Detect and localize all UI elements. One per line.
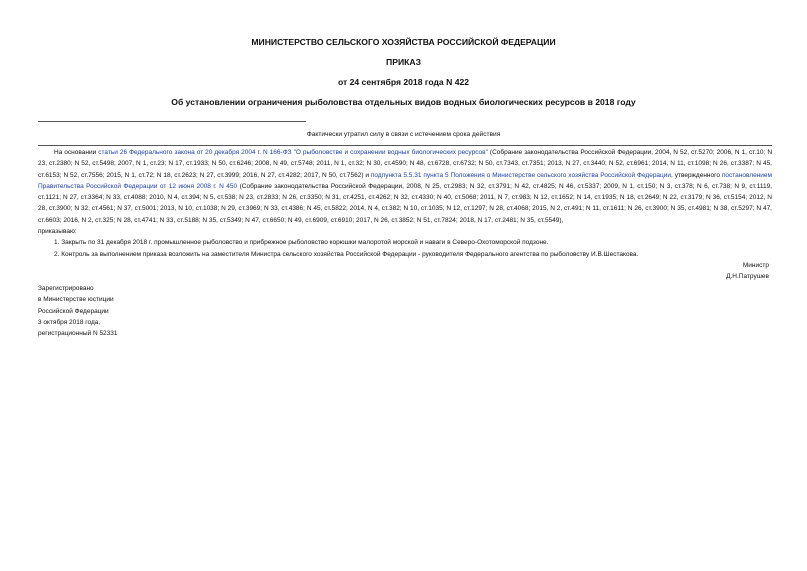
government-decree-link[interactable]: постановлением Правительства Российской Федерации от 12 июня 2008 г. N 450 (38, 171, 772, 190)
preamble-text-1: На основании (54, 149, 99, 156)
status-note: Фактически утратил силу в связи с истечением срока действия (306, 131, 501, 138)
registration-line-5: регистрационный N 52331 (38, 330, 118, 338)
registration-line-4: 3 октября 2018 года, (38, 318, 101, 326)
registration-line-3: Российской Федерации (38, 307, 109, 315)
order-item-1: 1. Закрыть по 31 декабря 2018 г. промышленное рыболовство и прибрежное рыболовство корюшки малоротой морской и наваги в Северо-Охотоморской подзоне. (54, 239, 549, 247)
registration-line-2: в Министерстве юстиции (38, 296, 114, 304)
long-divider (38, 145, 772, 146)
document-body (38, 147, 772, 260)
document-type: ПРИКАЗ (386, 57, 421, 67)
federal-law-link[interactable]: статьи 26 Федерального закона от 20 декабря 2004 г. N 166-ФЗ "О рыболовстве и сохранении водных биологических ресурсов" (98, 149, 488, 156)
document-date-number: от 24 сентября 2018 года N 422 (337, 77, 470, 87)
short-divider (38, 121, 306, 122)
ministry-regulation-link[interactable]: подпункта 5.5.31 пункта 5 Положения о Министерстве сельского хозяйства Российской Федерации (370, 171, 672, 179)
signature-name: Д.Н.Патрушев (726, 273, 769, 281)
order-word: приказываю: (38, 228, 77, 236)
registration-line-1: Зарегистрировано (38, 285, 94, 292)
ministry-title: МИНИСТЕРСТВО СЕЛЬСКОГО ХОЗЯЙСТВА РОССИЙСКОЙ ФЕДЕРАЦИИ (251, 37, 556, 47)
signature-title: Министр (742, 262, 769, 269)
document-subject: Об установлении ограничения рыболовства отдельных видов водных биологических ресурсов в 2018 году (171, 97, 636, 107)
preamble-text-3: , утвержденного (671, 171, 722, 179)
preamble-text-4: (Собрание законодательства Российской Федерации, 2008, N 25, ст.2983; N 32, ст.3791; N 42, ст.4825; N 46, ст.5337; 2009, N 1, ст.150; N 3, ст.378; N 6, ст.738; N 9, ст.1119, ст.1121; N 27, ст.3364; N 33, ст.4088; 2010, N 4, ст.394; N 5, ст.538; N 23, ст.2833; N 26, ст.3350; N 31, ст.4251, ст.4262; N 32, ст.4330; N 40, ст.5068; 2011, N 7, ст.983; N 12, ст.1652; N 14, ст.1935; N 18, ст.2649; N 22, ст.3179; N 36, ст.5154; 2012, N 28, ст.3900; N 32, ст.4561; N 37, ст.5001; 2013, N 10, ст.1038; N 29, ст.3969; N 33, ст.4386; N 45, ст.5822; 2014, N 4, ст.382; N 10, ст.1035; N 12, ст.1297; N 28, ст.4068; 2015, N 2, ст.491; N 11, ст.1611; N 26, ст.3900; N 35, ст.4981; N 38, ст.5297; N 47, ст.6603; 2016, N 2, ст.325; N 28, ст.4741; N 33, ст.5188; N 35, ст.5349; N 47, ст.6650; N 49, ст.6909, ст.6910; 2017, N 26, ст.3852; N 51, ст.7824; 2018, N 17, ст.2481; N 35, ст.5549), (38, 182, 772, 224)
registration-block (38, 283, 118, 339)
order-item-2: 2. Контроль за выполнением приказа возложить на заместителя Министра сельского хозяйства Российской Федерации - руководителя Федерального агентства по рыболовству И.В.Шестакова. (54, 250, 639, 258)
signature-block (726, 260, 769, 283)
preamble-paragraph (38, 147, 772, 226)
preamble-text-2: (Собрание законодательства Российской Федерации, 2004, N 52, ст.5270; 2006, N 1, ст.10; N 23, ст.2380; N 52, ст.5498; 2007, N 1, ст.23; N 17, ст.1933; N 50, ст.6246; 2008, N 49, ст.5748; 2011, N 1, ст.32; N 30, ст.4590; N 48, ст.6728, ст.6732; N 50, ст.7343, ст.7351; 2013, N 27, ст.3440; N 52, ст.6961; 2014, N 11, ст.1098; N 26, ст.3387; N 45, ст.6153; N 52, ст.7556; 2015, N 1, ст.72; N 18, ст.2623; N 27, ст.3999; 2016, N 27, ст.4282; 2017, N 50, ст.7562) и (38, 149, 773, 179)
